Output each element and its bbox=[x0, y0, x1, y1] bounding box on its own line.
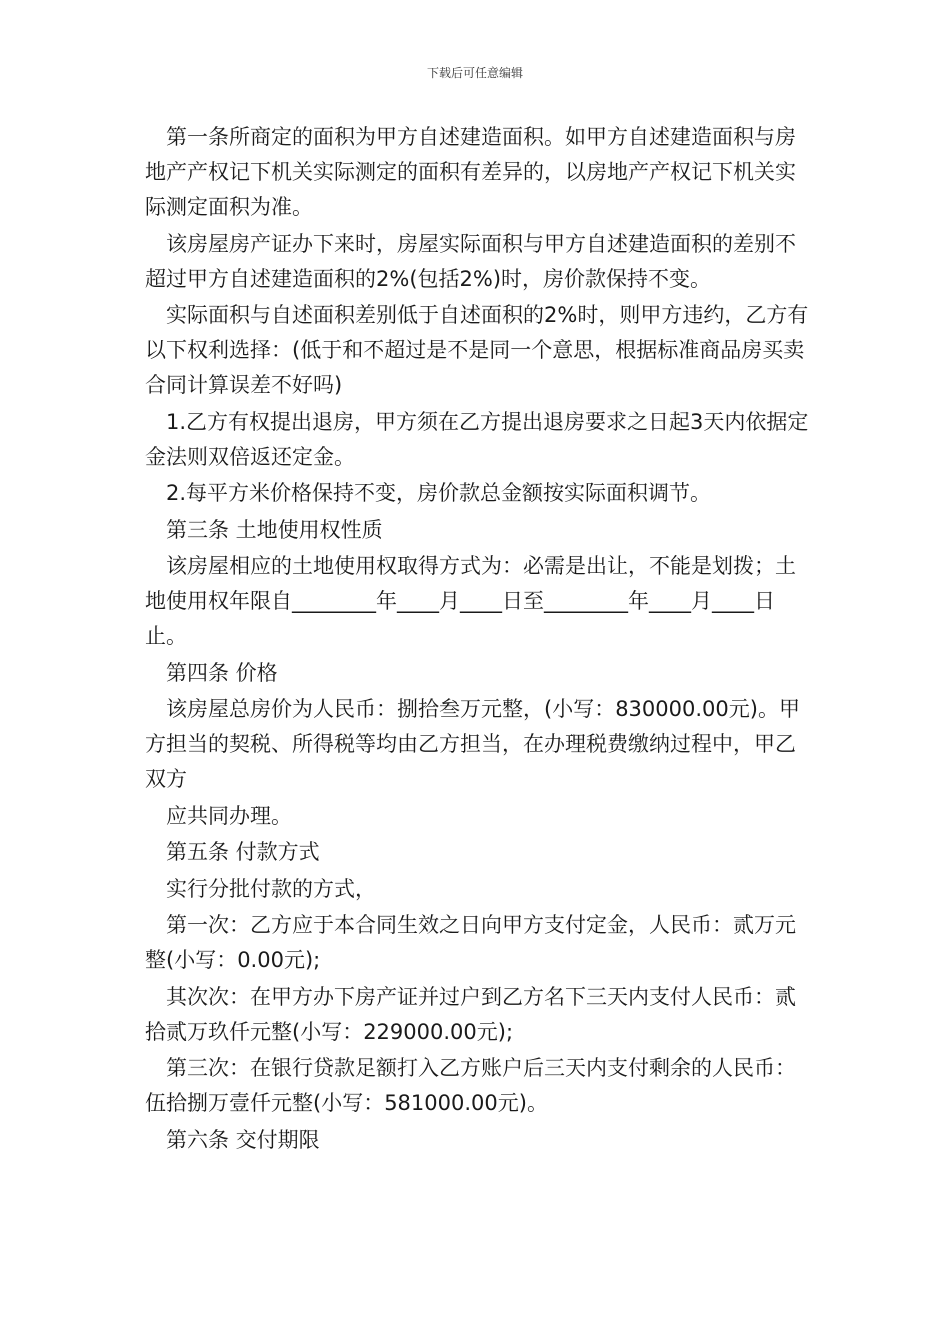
paragraph: 第一次：乙方应于本合同生效之日向甲方支付定金，人民币：贰万元整(小写：0.00元); bbox=[145, 913, 796, 972]
paragraph: 第一条所商定的面积为甲方自述建造面积。如甲方自述建造面积与房地产产权记下机关实际测定的面积有差异的，以房地产产权记下机关实际测定面积为准。 bbox=[145, 125, 796, 219]
document-body bbox=[145, 120, 815, 1159]
paragraph: 该房屋相应的土地使用权取得方式为：必需是出让，不能是划拨；土地使用权年限自________年____月____日至________年____月____日止。 bbox=[145, 554, 796, 648]
paragraph: 第三次：在银行贷款足额打入乙方账户后三天内支付剩余的人民币：伍拾捌万壹仟元整(小写：581000.00元)。 bbox=[145, 1056, 796, 1115]
paragraph: 实际面积与自述面积差别低于自述面积的2%时，则甲方违约，乙方有以下权利选择：(低于和不超过是不是同一个意思，根据标准商品房买卖合同计算误差不好吗) bbox=[145, 303, 809, 397]
paragraph: 该房屋总房价为人民币：捌拾叁万元整，(小写：830000.00元)。甲方担当的契税、所得税等均由乙方担当，在办理税费缴纳过程中，甲乙双方 bbox=[145, 697, 800, 791]
paragraph: 实行分批付款的方式， bbox=[166, 876, 376, 901]
paragraph: 第六条 交付期限 bbox=[166, 1127, 320, 1152]
paragraph: 第五条 付款方式 bbox=[166, 840, 320, 864]
paragraph: 第三条 土地使用权性质 bbox=[166, 517, 383, 542]
paragraph: 2.每平方米价格保持不变，房价款总金额按实际面积调节。 bbox=[166, 481, 712, 505]
paragraph: 第四条 价格 bbox=[166, 660, 278, 685]
paragraph: 该房屋房产证办下来时，房屋实际面积与甲方自述建造面积的差别不超过甲方自述建造面积的2%(包括2%)时，房价款保持不变。 bbox=[145, 231, 796, 291]
paragraph: 1.乙方有权提出退房，甲方须在乙方提出退房要求之日起3天内依据定金法则双倍返还定金。 bbox=[145, 409, 809, 469]
paragraph: 其次次：在甲方办下房产证并过户到乙方名下三天内支付人民币：贰拾贰万玖仟元整(小写：229000.00元); bbox=[145, 984, 796, 1044]
page-header: 下载后可任意编辑 bbox=[426, 66, 523, 80]
paragraph: 应共同办理。 bbox=[166, 803, 292, 828]
